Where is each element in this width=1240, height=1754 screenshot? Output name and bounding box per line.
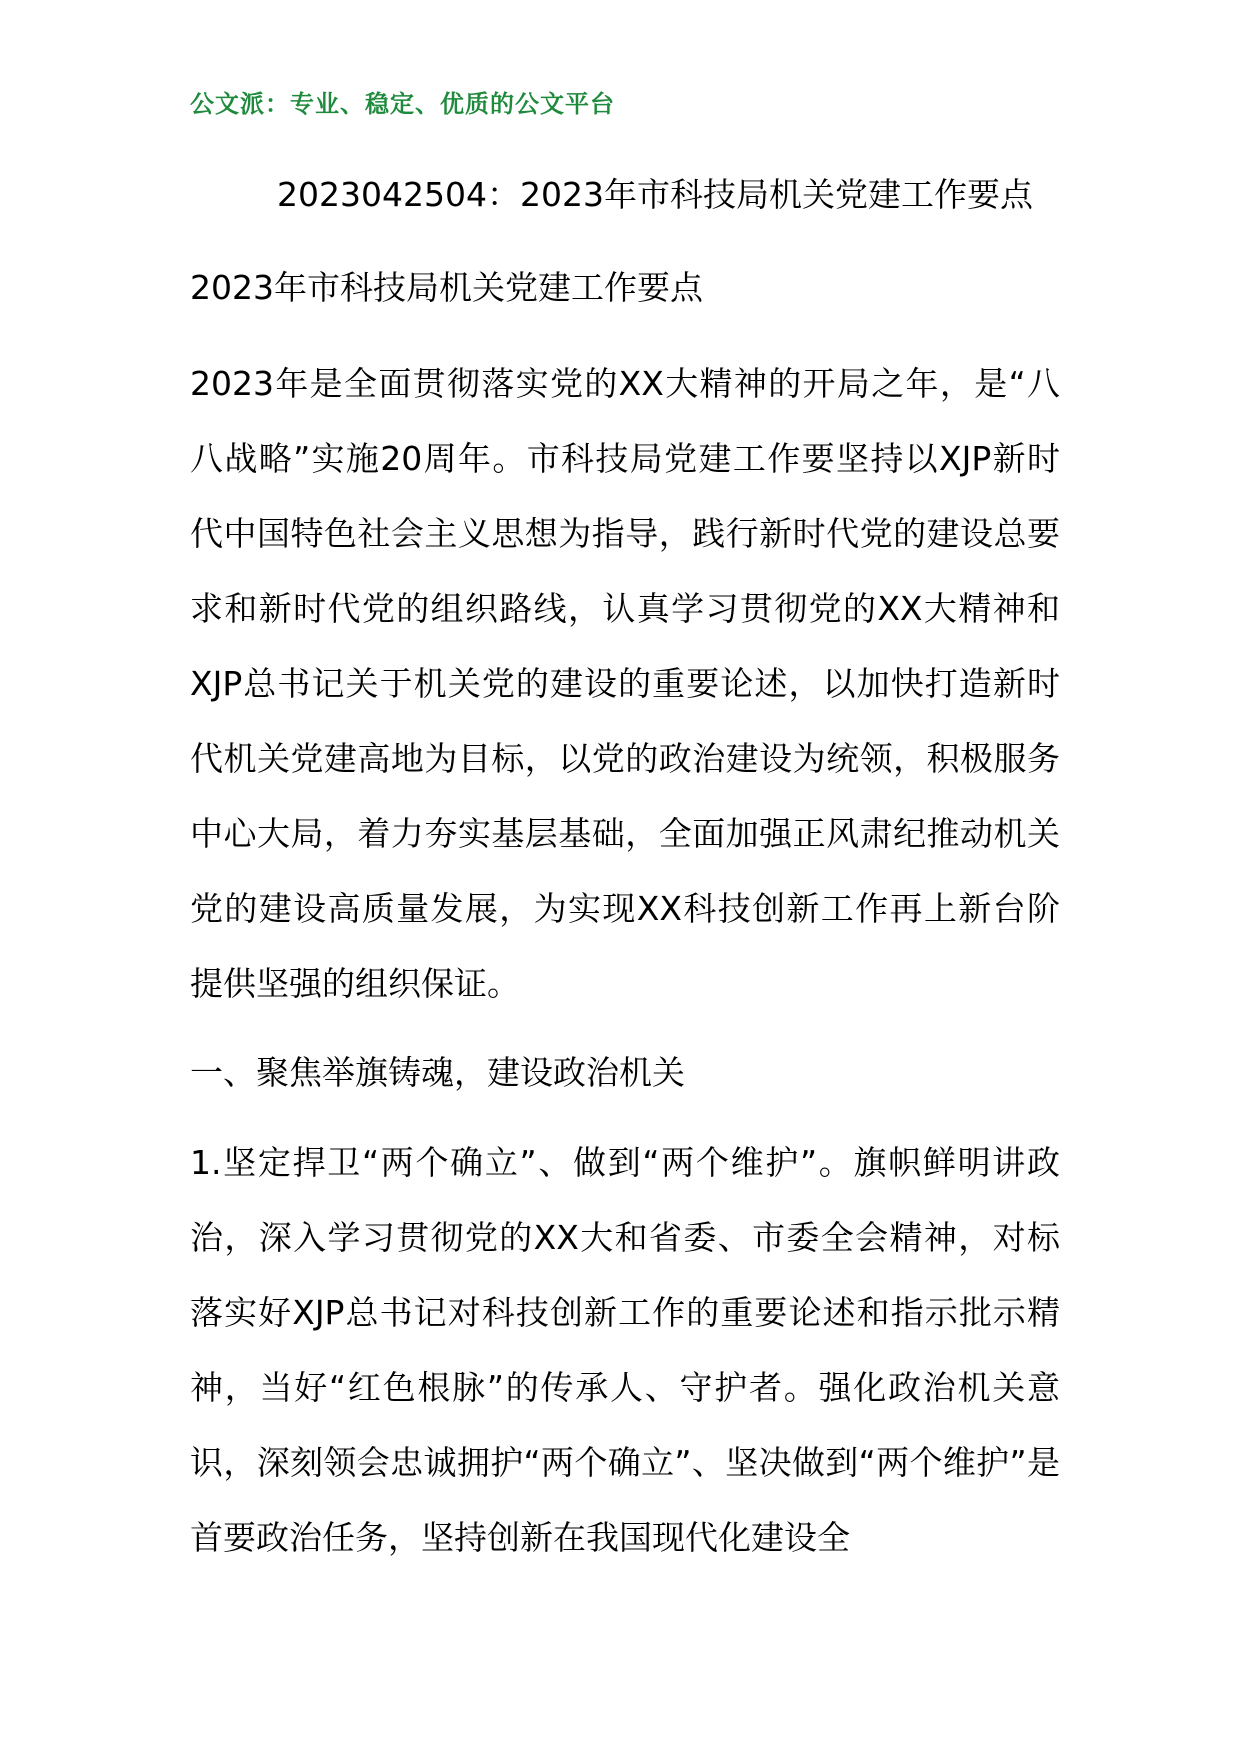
section-heading: 一、聚焦举旗铸魂，建设政治机关 xyxy=(190,1053,685,1092)
document-title: 2023042504：2023年市科技局机关党建工作要点 xyxy=(277,175,1033,214)
brand-header: 公文派：专业、稳定、优质的公文平台 xyxy=(190,90,615,118)
intro-paragraph: 2023年是全面贯彻落实党的XX大精神的开局之年，是“八八战略”实施20周年。市科技局党建工作要坚持以XJP新时代中国特色社会主义思想为指导，践行新时代党的建设总要求和新时代党的组织路线，认真学习贯彻党的XX大精神和XJP总书记关于机关党的建设的重要论述，以加快打造新时代机关党建高地为目标，以党的政治建设为统领，积极服务中心大局，着力夯实基层基础，全面加强正风肃纪推动机关党的建设高质量发展，为实现XX科技创新工作再上新台阶提供坚强的组织保证。 xyxy=(190,364,1060,1003)
item-paragraph: 1.坚定捍卫“两个确立”、做到“两个维护”。旗帜鲜明讲政治，深入学习贯彻党的XX大和省委、市委全会精神，对标落实好XJP总书记对科技创新工作的重要论述和指示批示精神，当好“红色根脉”的传承人、守护者。强化政治机关意识，深刻领会忠诚拥护“两个确立”、坚决做到“两个维护”是首要政治任务，坚持创新在我国现代化建设全 xyxy=(190,1143,1060,1557)
document-subtitle: 2023年市科技局机关党建工作要点 xyxy=(190,268,703,307)
